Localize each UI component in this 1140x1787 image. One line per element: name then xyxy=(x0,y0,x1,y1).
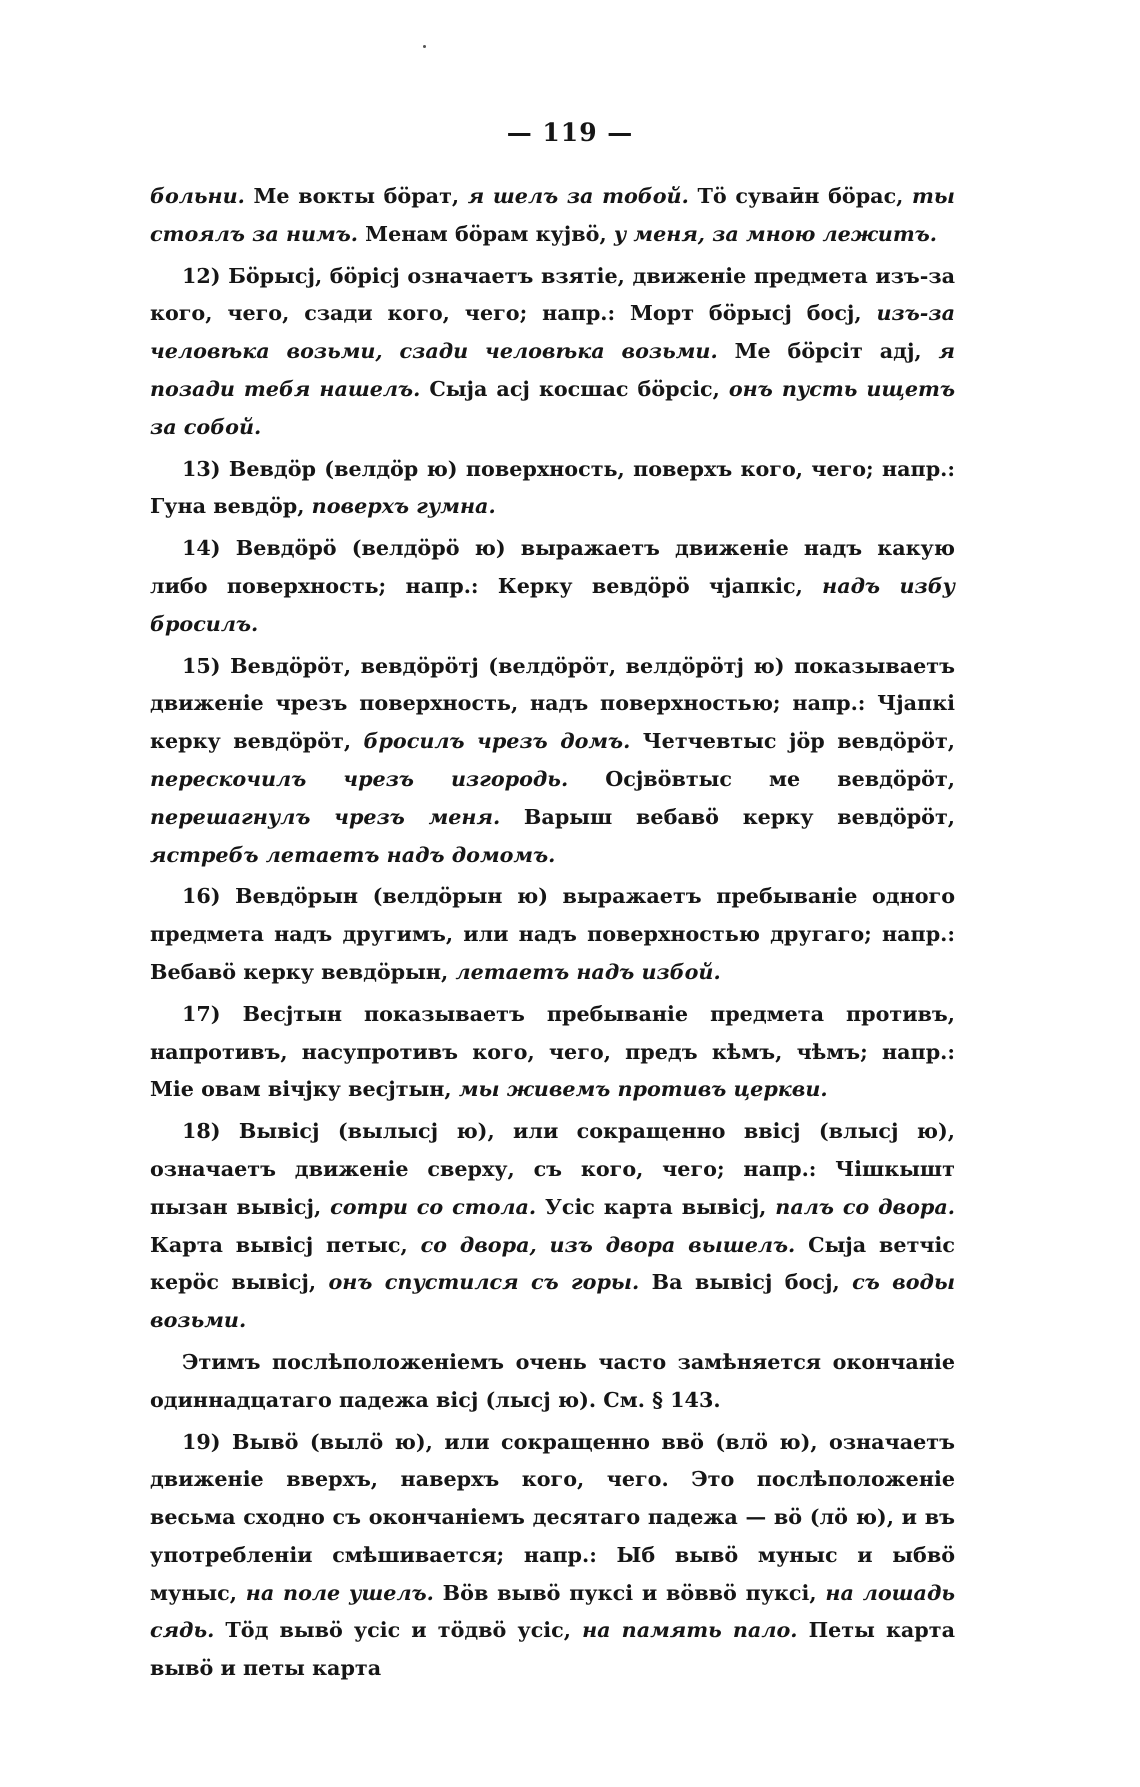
body-text xyxy=(150,178,955,1692)
text-run: Карта вывісј петыс, xyxy=(150,1232,421,1257)
italic-run: надъ избу бросилъ. xyxy=(150,573,956,636)
italic-run: со двора, изъ двора вышелъ. xyxy=(420,1232,796,1257)
paragraph xyxy=(150,1113,955,1340)
paragraph xyxy=(150,258,955,447)
text-run: Вӧв вывӧ пуксі и вӧввӧ пуксі, xyxy=(433,1580,826,1605)
italic-run: больни. xyxy=(150,184,245,208)
italic-run: я позади тебя нашелъ. xyxy=(150,339,955,401)
text-run: Варыш вебавӧ керку вевдӧрӧт, xyxy=(500,804,955,829)
text-run: Менам бӧрам кујвӧ, xyxy=(357,221,614,246)
italic-run: на лошадь сядь. xyxy=(150,1580,955,1643)
italic-run: перескочилъ чрезъ изгородь. xyxy=(150,766,569,791)
page-number: — 119 — xyxy=(506,118,634,147)
paragraph xyxy=(150,878,955,991)
paragraph xyxy=(150,996,955,1109)
text-run: Четчевтыс јӧр вевдӧрӧт, xyxy=(630,729,956,754)
italic-run: на поле ушелъ. xyxy=(245,1580,434,1605)
text-run: Петы карта вывӧ и петы карта xyxy=(150,1618,955,1681)
page-speck xyxy=(423,45,426,48)
italic-run: онъ спустился съ горы. xyxy=(328,1270,640,1295)
text-run: 12) Бӧрысј, бӧрісј означаетъ взятіе, движеніе предмета изъ-за кого, чего, сзади кого, чего; напр.: Морт бӧрысј босј, xyxy=(150,263,955,326)
text-run: 16) Вевдӧрын (велдӧрын ю) выражаетъ пребываніе одного предмета надъ другимъ, или надъ поверхностью другаго; напр.: Вебавӧ керку вевдӧрын, xyxy=(150,884,955,984)
paragraph xyxy=(150,1424,955,1689)
text-run: Ва вывісј босј, xyxy=(639,1270,853,1295)
italic-run: сотри со стола. xyxy=(330,1194,537,1219)
text-run: Осјвӧвтыс ме вевдӧрӧт, xyxy=(568,766,955,791)
italic-run: поверхъ гумна. xyxy=(311,494,496,519)
paragraph xyxy=(150,178,955,254)
italic-run: перешагнулъ чрезъ меня. xyxy=(150,804,501,829)
italic-run: ястребъ летаетъ надъ домомъ. xyxy=(150,842,556,867)
italic-run: я шелъ за тобой. xyxy=(467,184,689,208)
text-run: Тӧ суваӣн бӧрас, xyxy=(688,184,913,208)
italic-run: изъ-за человѣка возьми, сзади человѣка возьми. xyxy=(150,301,955,364)
text-run: 19) Вывӧ (вылӧ ю), или сокращенно ввӧ (влӧ ю), означаетъ движеніе вверхъ, наверхъ кого, чего. Это послѣположеніе весьма сходно съ окончаніемъ десятаго падежа — вӧ (лӧ ю), и въ употребленіи смѣшивается; напр.: Ыб вывӧ муныс и ыбвӧ муныс, xyxy=(150,1429,955,1605)
italic-run: на память пало. xyxy=(582,1618,798,1643)
text-run: 13) Вевдӧр (велдӧр ю) поверхность, поверхъ кого, чего; напр.: Гуна вевдӧр, xyxy=(150,456,955,519)
text-run: 18) Вывісј (вылысј ю), или сокращенно ввісј (влысј ю), означаетъ движеніе сверху, съ кого, чего; напр.: Чішкышт пызан вывісј, xyxy=(150,1119,955,1219)
text-run: 14) Вевдӧрӧ (велдӧрӧ ю) выражаетъ движеніе надъ какую либо поверхность; напр.: Керку вевдӧрӧ чјапкіс, xyxy=(150,536,955,598)
text-run: Сыја асј косшас бӧрсіс, xyxy=(420,376,729,401)
italic-run: мы живемъ противъ церкви. xyxy=(458,1077,828,1102)
paragraph xyxy=(150,451,955,527)
text-run: Сыја ветчіс керӧс вывісј, xyxy=(150,1232,956,1295)
text-run: Усіс карта вывісј, xyxy=(536,1194,776,1219)
paragraph xyxy=(150,648,955,875)
italic-run: съ воды возьми. xyxy=(150,1270,955,1333)
text-run: Ме бӧрсіт адј, xyxy=(717,339,939,364)
text-run: Этимъ послѣположеніемъ очень часто замѣняется окончаніе одиннадцатаго падежа вісј (лысј ю). См. § 143. xyxy=(150,1349,955,1412)
italic-run: летаетъ надъ избой. xyxy=(455,959,721,984)
text-run: Ме вокты бӧрат, xyxy=(244,184,468,208)
italic-run: бросилъ чрезъ домъ. xyxy=(363,729,631,754)
text-run: 15) Вевдӧрӧт, вевдӧрӧтј (велдӧрӧт, велдӧрӧтј ю) показываетъ движеніе чрезъ поверхность, надъ поверхностью; напр.: Чјапкі керку вевдӧрӧт, xyxy=(150,653,955,754)
italic-run: онъ пусть ищетъ за собой. xyxy=(150,376,955,439)
italic-run: у меня, за мною лежитъ. xyxy=(613,221,937,246)
paragraph xyxy=(150,530,955,643)
italic-run: ты стоялъ за нимъ. xyxy=(150,184,955,246)
italic-run: палъ со двора. xyxy=(775,1194,955,1219)
text-run: 17) Весјтын показываетъ пребываніе предмета противъ, напротивъ, насупротивъ кого, чего, предъ кѣмъ, чѣмъ; напр.: Міе овам вічјку весјтын, xyxy=(150,1001,955,1102)
text-run: Тӧд вывӧ усіс и тӧдвӧ усіс, xyxy=(214,1618,583,1643)
paragraph xyxy=(150,1344,955,1420)
